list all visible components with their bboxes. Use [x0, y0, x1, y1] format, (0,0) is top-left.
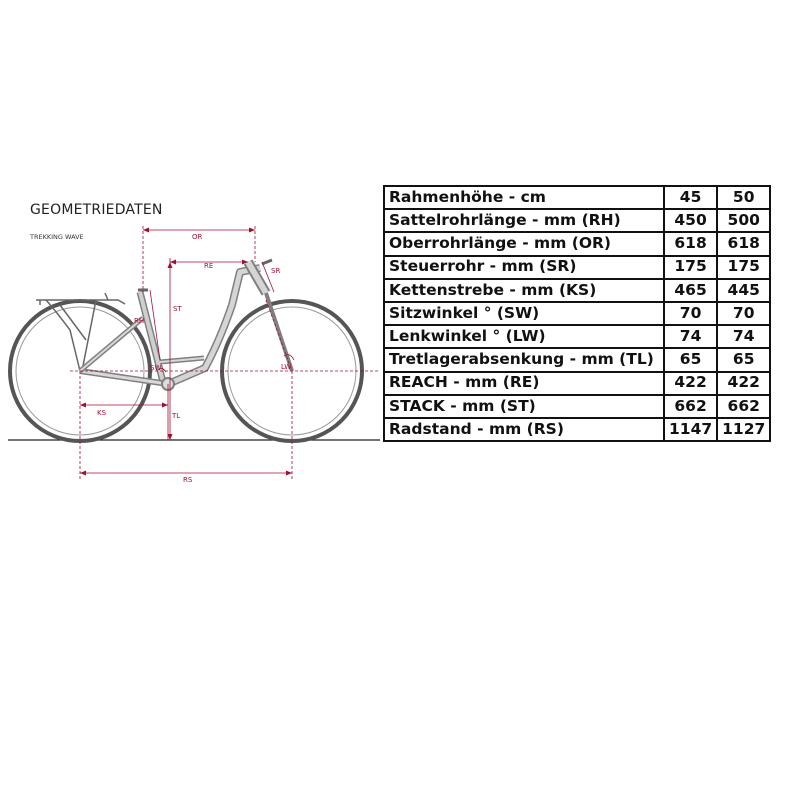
label-tl: TL [172, 412, 181, 420]
label-st: ST [173, 305, 182, 313]
label-re: RE [204, 262, 214, 270]
row-value-50: 618 [717, 232, 770, 255]
row-value-50: 74 [717, 325, 770, 348]
column-header-size-45: 45 [664, 186, 717, 209]
table-row [384, 418, 770, 441]
table-row [384, 395, 770, 418]
handlebar [262, 260, 272, 264]
label-rh: RH [134, 317, 145, 325]
label-rs: RS [183, 476, 193, 484]
label-ks: KS [97, 409, 107, 417]
label-sw: SW [150, 364, 162, 372]
row-label: Tretlagerabsenkung - mm (TL) [384, 348, 664, 371]
row-label: Radstand - mm (RS) [384, 418, 664, 441]
row-value-45: 450 [664, 209, 717, 232]
row-value-50: 445 [717, 279, 770, 302]
label-sr: SR [271, 267, 281, 275]
row-value-50: 422 [717, 372, 770, 395]
label-or: OR [192, 233, 203, 241]
row-label: Kettenstrebe - mm (KS) [384, 279, 664, 302]
table-header-row [384, 186, 770, 209]
row-value-45: 1147 [664, 418, 717, 441]
row-value-45: 618 [664, 232, 717, 255]
diagram-subtitle: TREKKING WAVE [30, 233, 84, 241]
row-label: Sattelrohrlänge - mm (RH) [384, 209, 664, 232]
table-row [384, 325, 770, 348]
table-row [384, 372, 770, 395]
table-row [384, 256, 770, 279]
row-label: Oberrohrlänge - mm (OR) [384, 232, 664, 255]
row-label: Sitzwinkel ° (SW) [384, 302, 664, 325]
table-row [384, 209, 770, 232]
dimension-arrows [80, 228, 292, 476]
row-label: STACK - mm (ST) [384, 395, 664, 418]
row-value-50: 1127 [717, 418, 770, 441]
geometry-table [383, 185, 771, 442]
row-value-45: 70 [664, 302, 717, 325]
label-lw: LW [281, 363, 292, 371]
column-header-frame-height: Rahmenhöhe - cm [384, 186, 664, 209]
row-value-50: 500 [717, 209, 770, 232]
row-value-50: 65 [717, 348, 770, 371]
row-value-50: 662 [717, 395, 770, 418]
diagram-title: GEOMETRIEDATEN [30, 202, 163, 218]
row-value-45: 175 [664, 256, 717, 279]
row-value-45: 465 [664, 279, 717, 302]
column-header-size-50: 50 [717, 186, 770, 209]
row-value-45: 422 [664, 372, 717, 395]
row-label: Steuerrohr - mm (SR) [384, 256, 664, 279]
row-value-50: 70 [717, 302, 770, 325]
row-value-50: 175 [717, 256, 770, 279]
row-value-45: 662 [664, 395, 717, 418]
row-value-45: 65 [664, 348, 717, 371]
rear-rack [36, 293, 125, 371]
row-label: Lenkwinkel ° (LW) [384, 325, 664, 348]
row-label: REACH - mm (RE) [384, 372, 664, 395]
table-row [384, 302, 770, 325]
table-row [384, 348, 770, 371]
table-row [384, 232, 770, 255]
table-row [384, 279, 770, 302]
row-value-45: 74 [664, 325, 717, 348]
